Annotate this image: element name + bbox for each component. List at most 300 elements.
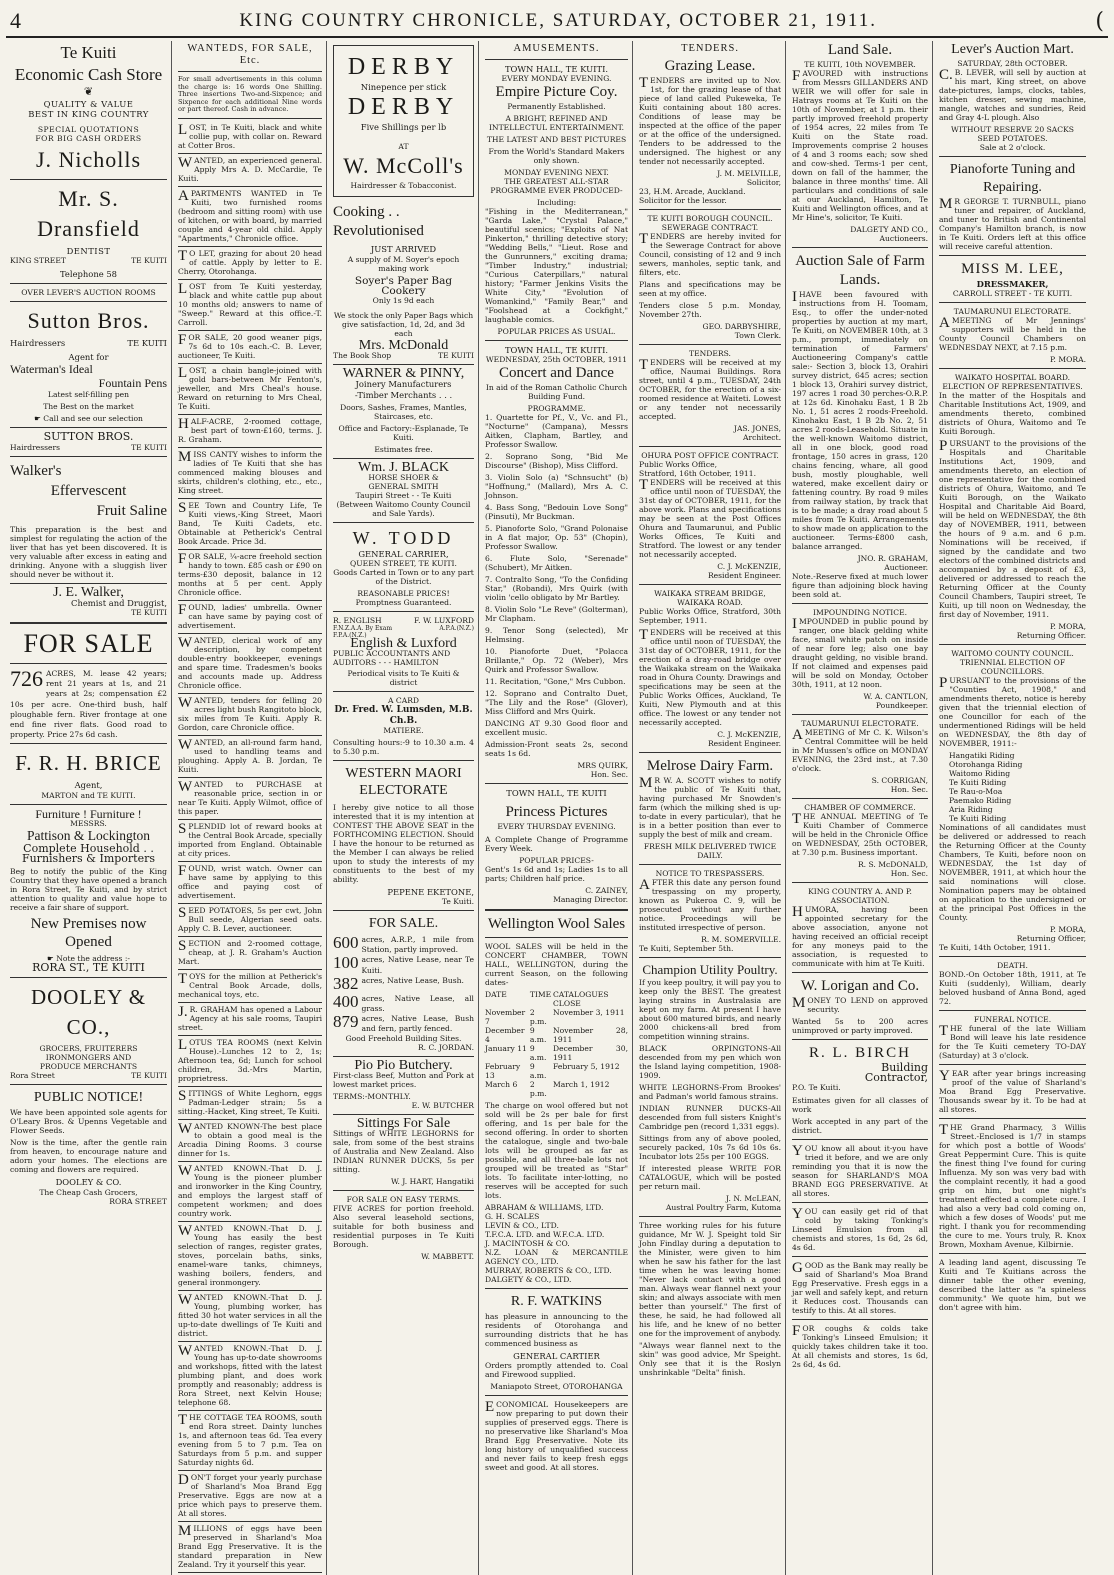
ornament-icon: ❦ — [83, 85, 94, 98]
death-text: BOND.-On October 18th, 1911, at Te Kuiti (suddenly), William, dearly beloved husband of Anna Bond, aged 72. — [939, 970, 1086, 1007]
land-sale: Land Sale. — [827, 42, 893, 58]
mckenzie: C. J. McKENZIE, — [717, 562, 781, 571]
pepene: PEPENE EKETONE, — [387, 886, 474, 897]
sewerage-text: TENDERS are hereby invited for the Sewerage Contract for above Council, consisting of 12 and 9 inch sewers, manholes, septic tank, and filters, etc. — [639, 231, 781, 277]
table-cell: March 6 — [485, 1079, 518, 1089]
derby-brand: DERBY — [347, 94, 460, 121]
soyer: Soyer's Paper Bag Cookery — [354, 274, 453, 297]
orpingtons: BLACK ORPINGTONS-All descended from my pen which won the Island laying competition, 1908-1909. — [639, 1044, 781, 1080]
stratford-date: Stratford, 16th October, 1911. — [639, 469, 757, 478]
fountain-pens: Fountain Pens — [98, 376, 167, 391]
smith: GENERAL SMITH — [368, 482, 439, 492]
classified-ad: THE COTTAGE TEA ROOMS, south end Rora street. Dainty lunches 1s, and afternoon teas 6d. Tea every evening from 5 to 7 p.m. Tea on Saturdays from 5 p.m. and supper Saturday nights 6d. — [178, 1411, 322, 1467]
easy-terms: FOR SALE ON EASY TERMS. — [346, 1195, 461, 1205]
consulting: Consulting hours:-9 to 10.30 a.m. 4 to 5.30 p.m. — [333, 737, 474, 756]
funeral: FUNERAL NOTICE. — [973, 1015, 1052, 1025]
leghorns: WHITE LEGHORNS-From Brookes' and Padman's world famous strains. — [639, 1083, 781, 1101]
riding: Waitomo Riding — [949, 769, 1011, 779]
lever-text: C.B. LEVER, will sell by auction at his mart, King street, on above date-pictures, lamps, clocks, tables, kitchen dresser, sewing machine, mangle, watches and sundries, Reid and Gray 4-L plough. Also — [939, 67, 1086, 122]
table-row — [485, 1080, 628, 1098]
firm-name: MURRAY, ROBERTS & CO., LTD. — [485, 1265, 612, 1275]
land-lot — [333, 954, 474, 974]
brice-name: F. R. H. BRICE — [15, 751, 162, 776]
runner: INDIAN RUNNER DUCKS-All descended from full sisters Knight's Cambridge pen (record 1,331 eggs). — [639, 1104, 781, 1131]
tenders2: TENDERS. — [689, 349, 731, 358]
tres-text: AFTER this date any person found trespassing on my property, known as Pukeroa C. 9, will be prosecuted without any further notice. Proceedings will be instituted irrespective of person. — [639, 877, 781, 932]
lorigan: W. Lorigan and Co. — [800, 978, 920, 994]
lot-number: 100 — [333, 953, 359, 973]
corrigan: S. CORRIGAN, — [871, 776, 928, 785]
pattison-text: Beg to notify the public of the King Country that they have opened a branch in Rora Street, Te Kuiti, and by strict attention to quality and value hope to receive a fair share of support. — [10, 867, 167, 913]
plans: Plans and specifications may be seen at my office. — [639, 280, 781, 298]
table-row — [485, 1062, 628, 1080]
lever-mart: Lever's Auction Mart. — [951, 42, 1074, 57]
walker-name: J. E. Walker, — [53, 584, 124, 600]
hairdressers-label: Hairdressers — [10, 442, 61, 452]
goods: Goods Carted in Town or to any part of the District. — [333, 568, 474, 587]
chamber-text: THE ANNUAL MEETING of Te Kuiti Chamber of Commerce will be held in the Chronicle Office on WEDNESDAY, 25th OCTOBER, at 7.30 p.m. Business important. — [792, 811, 928, 857]
te-kuiti: TE KUITI — [131, 255, 167, 265]
including: Including: — [536, 198, 577, 208]
impound-text: IMPOUNDED in public pound by ranger, one black gelding white face, small white patch on inside of near fore leg; also one bay draught gelding, no visible brand. If not claimed and expenses paid will be sold on Monday, October 30th, 1911, at 12 noon. — [792, 616, 928, 689]
wool-text2: The charge on wool offered but not sold will be 2s per bale for first offering, and 1s per bale for the second offering. In order to shorten the catalogue, single and two-bale lots will be grouped as far as possible, and all three-bale lots not grouped will be treated as "Star" lots. To facilitate inter-lotting, no reserves will be accepted for such lots. — [485, 1100, 628, 1200]
king-street: KING STREET — [10, 255, 66, 265]
popular-prices: POPULAR PRICES- — [519, 855, 594, 865]
prompt: Promptness Guaranteed. — [355, 598, 452, 608]
classified-ad: SPLENDID lot of reward books at the Central Book Arcade, specially imported from England. Obtainable at city prices. — [178, 820, 322, 858]
carrier: GENERAL CARRIER, — [358, 549, 449, 560]
walker-place: TE KUITI — [131, 608, 167, 618]
estimates: Estimates given for all classes of work — [792, 1096, 928, 1115]
riding: Te Kuiti Riding — [949, 778, 1007, 788]
melrose: Melrose Dairy Farm. — [646, 758, 774, 774]
classified-ad: WANTED KNOWN.-That D. J. Young is the pioneer plumber and ironworker in the King Country, and employs the largest staff of competent workmen; and does country work. — [178, 1162, 322, 1218]
po: P.O. Te Kuiti. — [792, 1083, 841, 1093]
column-1 — [6, 41, 172, 1575]
catalogue: If interested please WRITE FOR CATALOGUE, which will be posted per return mail. — [639, 1164, 781, 1191]
programme-item: 4. Bass Song, "Bedouin Love Song" (Pinsuti), Mr Buckman. — [485, 503, 628, 522]
nicholls-name: J. Nicholls — [35, 146, 142, 172]
table-row — [485, 1026, 628, 1044]
programme-item: 12. Soprano and Contralto Duet, "The Lily and the Rose" (Glover), Miss Clifford and Mrs Quirk. — [485, 689, 628, 717]
ohura-text: TENDERS will be received at this office until noon of TUESDAY, the 31st day of OCTOBER, 1911, for the above work. Plans and specifications may be seen at the Post Offices Ohura and Taumarunui, and Public Works Offices, Te Kuiti and Stratford. The lowest or any tender not necessarily accepted. — [639, 477, 781, 559]
classified-ad: HALF-ACRE, 2-roomed cottage, best part of town-£160, terms. J. R. Graham. — [178, 415, 322, 444]
store-tag: FOR BIG CASH ORDERS — [35, 133, 142, 143]
complete-change: A Complete Change of Programme Every Week. — [485, 834, 628, 853]
table-cell: February 5, 1912 — [553, 1061, 620, 1071]
for-coughs: FOR coughs & colds take Tonking's Linseed Emulsion; it quickly takes children take it too. At all chemists and stores, 1s 6d, 2s 6d, 4s 6d. — [792, 1323, 928, 1370]
western-text: I hereby give notice to all those interested that it is my intention at CONTEST THE ABOVE SEAT in the FORTHCOMING ELECTION. Should I have the honour to be returned as the Member I can always be relied upon to study the interests of my constituents to the best of my ability. — [333, 802, 474, 884]
note: Note.-Reserve fixed at much lower figure than adjoining block having been sold at. — [792, 572, 928, 599]
five-shillings: Five Shillings per lb — [360, 122, 447, 133]
classified-ad: SITTINGS of White Leghorn, eggs Padman-Ledger strain; 5s a sitting.-Hacket, King street, Te Kuiti. — [178, 1087, 322, 1116]
complete-household: Complete Household . . — [23, 841, 154, 855]
programme-item: 2. Soprano Song, "Bid Me Discourse" (Bishop), Miss Clifford. — [485, 452, 628, 471]
jones: JAS. JONES, — [733, 424, 781, 433]
auctioneers: Auctioneers. — [879, 234, 928, 243]
store-name: Te Kuiti — [60, 43, 117, 62]
pn-text2: Now is the time, after the gentle rain from heaven, to encourage nature and adorn your homes. The elections are coming and flowers are required. — [10, 1138, 167, 1175]
classified-ad: WANTED, clerical work of any description, by competent double-entry bookkeeper, evenings and spare time. Tradesmen's books and accounts made up. Address Chronicle office. — [178, 634, 322, 690]
classified-ad: J.R. GRAHAM has opened a Labour Agency at his sale rooms, Taupiri street. — [178, 1003, 322, 1032]
classified-ad: FOR SALE, ¼-acre freehold section handy to town. £85 cash or £90 on terms-£30 deposit, balance in 12 months at 5 per cent. Apply Chronicle office. — [178, 550, 322, 597]
butcher: E. W. BUTCHER — [411, 1100, 474, 1110]
te-kuiti-date: TE KUITI, 10th NOVEMBER. — [804, 60, 916, 69]
page-number: 4 — [10, 8, 21, 33]
western-maori: WESTERN MAORI — [345, 765, 462, 781]
firm-name: G. H. SCALES — [485, 1211, 540, 1221]
mcdonald: R. S. McDONALD, — [857, 860, 928, 869]
table-cell: 2 p.m. — [529, 1079, 547, 1098]
economical: ECONOMICAL Housekeepers are now preparing to put down their supplies of preserved eggs. There is no preservative like Sharland's Moa Brand Egg Preservative. Note its long history of unqualified success and never fails to keep fresh eggs sweet and good. At all stores. — [485, 1398, 628, 1472]
programme-item: 5. Pianoforte Solo, "Grand Polonaise in A flat major, Op. 53" (Chopin), Professor Swallow. — [485, 524, 628, 552]
estimates: Estimates free. — [374, 444, 433, 454]
grocers: GROCERS, FRUITERERS — [39, 1044, 138, 1054]
taum-electorate: TAUMARUNUI ELECTORATE. — [953, 307, 1072, 317]
doors: Doors, Sashes, Frames, Mantles, Staircases, etc. — [340, 402, 467, 421]
lot-number: 382 — [333, 973, 359, 993]
programme-item: 6. Flute Solo, "Serenade" (Schubert), Mr Aitken. — [485, 554, 628, 573]
store-tag: QUALITY & VALUE — [43, 99, 134, 110]
classified-ad: MISS CANTY wishes to inform the ladies of Te Kuiti that she has commenced making blouses and skirts, children's clothing, etc., etc., King street. — [178, 448, 322, 495]
pattison-name: Pattison & Lockington — [27, 827, 150, 843]
town-clerk: Town Clerk. — [734, 331, 781, 340]
cheap-cash: The Cheap Cash Grocers, — [39, 1187, 138, 1197]
saturday: SATURDAY, 28th OCTOBER. — [957, 59, 1068, 68]
building: Building — [881, 1061, 928, 1074]
store-tag: BEST IN KING COUNTRY — [28, 109, 149, 120]
classified-ad: LOST, a chain bangle-joined with gold bars-between Mr Fenton's, jeweller, and Mrs Cheal's house. Reward on returning to Mrs Cheal, Te Kuiti. — [178, 364, 322, 411]
ironmongers: IRONMONGERS AND — [45, 1053, 132, 1063]
repairing: Repairing. — [983, 180, 1042, 195]
acres-number: 726 — [10, 666, 43, 692]
classified-ad: WANTED, tenders for felling 20 acres light bush Rangitoto block, six miles from Te Kuiti. Apply R. Gordon, care Chronicle office. — [178, 694, 322, 732]
table-cell: November 3, 1911 — [553, 1007, 625, 1017]
land-lot — [333, 934, 474, 954]
jordan: R. C. JORDAN. — [417, 1042, 474, 1052]
telephone: Telephone 58 — [60, 268, 117, 279]
column-5 — [635, 41, 786, 1575]
darbyshire: GEO. DARBYSHIRE, — [702, 322, 781, 331]
triennial: TRIENNIAL ELECTION OF COUNCILLORS. — [959, 658, 1066, 677]
classified-ad: WANTED KNOWN.-That D. J. Young has easily the best selection of ranges, register grates, stoves, porcelain baths, sinks, enamel-ware tanks, chimneys, washing boilers, fenders, and general ironmongery. — [178, 1222, 322, 1287]
impound: IMPOUNDING NOTICE. — [812, 608, 908, 617]
te-kuiti: TE KUITI — [131, 442, 167, 452]
produce: PRODUCE MERCHANTS — [39, 1062, 138, 1072]
borough-council: TE KUITI BOROUGH COUNCIL. — [647, 214, 773, 223]
orders: Orders promptly attended to. Coal and Firewood supplied. — [485, 1360, 628, 1379]
column-7 — [935, 41, 1090, 1575]
cooking: Cooking . . — [333, 204, 400, 221]
without-reserve: WITHOUT RESERVE 20 SACKS SEED POTATOES. — [951, 125, 1074, 143]
classified-ad: WANTED to PURCHASE at reasonable price, section in or near Te Kuiti. Apply Wilmot, office of this paper. — [178, 778, 322, 816]
every-thursday: EVERY THURSDAY EVENING. — [497, 821, 616, 831]
programme-item: 3. Violin Solo (a) "Schnsucht" (b) "Hoffnung," (Mallard), Mrs A. C. Johnson. — [485, 473, 628, 501]
princess-pictures: Princess Pictures — [505, 803, 608, 820]
wellington-wool: Wellington Wool Sales — [487, 915, 626, 932]
pn-text: We have been appointed sole agents for O'Leary Bros. & Upenns Vegetable and Flower Seeds. — [10, 1108, 167, 1136]
fpa: F.P.A.(N.Z.) — [333, 632, 367, 640]
riding: Paemako Riding — [949, 796, 1012, 806]
mora: P. MORA, — [1049, 622, 1086, 632]
sutton-name: Sutton Bros. — [27, 308, 150, 334]
queen-street: QUEEN STREET, TE KUITI. — [350, 559, 457, 569]
money: MONEY TO LEND on approved security. — [792, 995, 928, 1014]
programme-item: 11. Recitation, "Gone," Mrs Cubbon. — [485, 677, 626, 687]
classified-ad: LOTUS TEA ROOMS (next Kelvin House).-Lunches 12 to 2, 1s; Afternoon tea, 6d; Lunch for school children, 3d.-Mrs Martin, proprietress. — [178, 1036, 322, 1083]
sale-at: Sale at 2 o'clock. — [979, 143, 1046, 152]
programme-item: 9. Tenor Song (selected), Mr Helmsing. — [485, 626, 628, 645]
wanteds-header: WANTEDS, FOR SALE, Etc. — [187, 43, 313, 66]
luxford-deg: A.P.A.(N.Z.) — [439, 625, 474, 633]
pointing-hand-icon: ☛ — [47, 954, 57, 964]
table-row — [485, 1044, 628, 1062]
dooley-name: DOOLEY & CO., — [30, 985, 147, 1040]
hon-sec: Hon. Sec. — [890, 869, 928, 878]
english-luxford: English & Luxford — [350, 636, 457, 652]
pointing-hand-icon: ☛ — [34, 414, 44, 424]
mccoll-role: Hairdresser & Tobacconist. — [350, 181, 457, 191]
table-cell: 2 p.m. — [529, 1007, 547, 1026]
auction-sale: Auction Sale of Farm — [795, 253, 925, 269]
graham-role: Auctioneer. — [884, 563, 928, 572]
firm-name: LEVIN & CO., LTD. — [485, 1220, 559, 1230]
classified-ad: DON'T forget your yearly purchase of Sharland's Moa Brand Egg Preservative. Eggs are now at a price which pays to preserve them. At all stores. — [178, 1471, 322, 1518]
auditors: AUDITORS - - - HAMILTON — [333, 658, 439, 668]
dooley2: DOOLEY & CO. — [55, 1177, 122, 1188]
english-name: R. ENGLISH — [333, 616, 382, 626]
meeting-text: AMEETING of Mr C. K. Wilson's Central Committee will be held in Mr Mussen's office on MONDAY EVENING, the 23rd inst., at 7.30 o'clock. — [792, 727, 928, 773]
melville: J. M. MELVILLE, — [717, 169, 781, 178]
land-text: FAVOURED with instructions from Messrs GILLANDERS AND WEIR we will offer for sale in Hatrays rooms at Te Kuiti on the 10th of November, at 1 p.m. their partly improved freehold property of 1954 acres, 22 miles from Te Kuiti on the State road. Improvements comprise 2 houses of 4 and 3 rooms each; sow shed and cow-shed. Terms-1 per cent, down on fall of the hammer, the balance in three months' time. All particulars and conditions of sale at our Auckland, Hamilton, Te Kuiti and Wellington offices, and at Mr Hine's, solicitor, Te Kuiti. — [792, 68, 928, 222]
waikaka: WAIKAKA STREAM BRIDGE, WAIKAKA ROAD. — [654, 589, 766, 607]
public-notice: PUBLIC NOTICE! — [33, 1090, 144, 1106]
classified-ad: WANTED KNOWN.-That D. J. Young, plumbing worker, has fitted 30 hot water services in all the up-to-date dwellings of Te Kuiti and district. — [178, 1291, 322, 1338]
office-factory: Office and Factory:-Esplanade, Te Kuiti. — [338, 423, 469, 442]
classified-ad: MILLIONS of eggs have been preserved in Sharland's Moa Brand Egg Preservative. It is the standard preparation in New Zealand. Try it yourself this year. — [178, 1522, 322, 1569]
table-cell: December 30, 1911 — [553, 1043, 628, 1062]
mora: P. MORA. — [1049, 355, 1086, 365]
rates-text: For small advertisements in this column the charge is: 16 words One Shilling. Three insertions Two-and-Sixpence; and Sixpence for each additional Nine words or part thereof. Cash in advance. — [178, 75, 322, 114]
hem: 23, H.M. Arcade, Auckland. — [639, 187, 746, 196]
store-title: Economic Cash Store — [14, 65, 163, 84]
luxford-name: F. W. LUXFORD — [414, 616, 474, 626]
monday-next: MONDAY EVENING NEXT. — [504, 168, 609, 178]
masthead — [6, 6, 1108, 38]
returning: Returning Officer, — [1016, 934, 1086, 944]
classified-ad: FOUND, ladies' umbrella. Owner can have same by paying cost of advertisement. — [178, 601, 322, 630]
walker-role: Chemist and Druggist, — [71, 597, 167, 608]
call-selection: Call and see our selection — [43, 414, 143, 424]
nominations: Nominations of all candidates must be delivered or addressed to reach the Returning Officer at the County Chambers, Te Kuiti, before noon on WEDNESDAY, the 1st day of NOVEMBER, 1911, at which hour the said nominations will close. Nomination papers may be obtained on application to the undersigned or at the principal Post Offices in the County. — [939, 823, 1086, 923]
hart: W. J. HART, Hangatiki — [391, 1177, 474, 1187]
column-6 — [788, 41, 933, 1575]
dancing: DANCING AT 9.30 Good floor and excellent music. — [485, 719, 628, 738]
election: ELECTION OF REPRESENTATIVES. — [942, 382, 1083, 392]
classified-ad: FOR SALE, 20 good weaner pigs, 7s 6d to 10s each.-C. B. Lever, auctioneer, Te Kuiti. — [178, 331, 322, 360]
mclean: J. N. McLEAN, — [726, 1194, 781, 1203]
mora: P. MORA, — [1049, 925, 1086, 935]
classified-ad: SEED POTATOES, 5s per cwt, John Bull seede, Algerian seed oats. Apply C. B. Lever, auctioneer. — [178, 904, 322, 933]
quirk: MRS QUIRK, — [577, 761, 628, 771]
classified-ad: WANTED KNOWN-The best place to obtain a good meal is the Arcadia Dining Rooms. 3 course dinner for 1s. — [178, 1120, 322, 1158]
melrose-text: MR W. A. SCOTT wishes to notify the public of Te Kuiti that, having purchased Mr Snowden's farm (which the milking shed is up-to-date in every particular), that he is in a better position than ever to supply the best of milk and cream. — [639, 775, 781, 839]
kcap-text: HUMORA, having been appointed secretary for the above association, anyone not having received an official receipt for any moneys paid to the association, is requested to communicate with him at Te Kuiti. — [792, 904, 928, 968]
greatest: THE GREATEST ALL-STAR PROGRAMME EVER PRODUCED- — [490, 177, 623, 196]
stock: We stock the only Paper Bags which give satisfaction, 1d, 2d, and 3d each — [333, 311, 474, 339]
table-cell: February 13 — [485, 1061, 521, 1080]
hon-sec: Hon. Sec. — [890, 785, 928, 794]
rora-street: Rora Street — [10, 1071, 55, 1081]
admission: Admission-Front seats 2s, second seats 1s 6d. — [485, 740, 628, 759]
just-arrived: JUST ARRIVED — [370, 244, 437, 255]
programme-item: 8. Violin Solo "Le Reve" (Golterman), Mr Clapham. — [485, 605, 628, 624]
you-can: YOU can easily get rid of that cold by taking Tonking's Linseed Emulsion from all chemists and stores, 1s 6d, 2s 6d, 4s 6d. — [792, 1206, 928, 1253]
todd-name: W. TODD — [352, 528, 455, 549]
three-rules: Three working rules for his future guidance, Mr W. J. Speight told Sir John Findlay during a deputation to the Minister, were given to him when he saw his father for the last time when he was leaving home: "Never lack contact with a good man. Always wear flannel next your skin; and always associate with men better than yourself." The first of these, he said, he had followed all his life, and he knew of no better one for the improvement of anybody. — [639, 1221, 781, 1338]
dentist-label: DENTIST — [66, 245, 111, 256]
table-cell: November 7 — [485, 1007, 526, 1026]
waikato: WAIKATO HOSPITAL BOARD. — [954, 373, 1071, 383]
aid: In aid of the Roman Catholic Church Building Fund. — [485, 383, 628, 402]
latest: THE LATEST AND BEST PICTURES — [486, 135, 627, 145]
popular-prices: POPULAR PRICES AS USUAL. — [497, 327, 616, 337]
riding: Te Rau-o-Moa — [949, 787, 1003, 797]
table-row — [485, 1008, 628, 1026]
riding: Otorohanga Riding — [949, 760, 1023, 770]
table-cell: November 28, 1911 — [553, 1025, 628, 1044]
land-lot — [333, 1013, 474, 1033]
general-cartier: GENERAL CARTIER — [513, 1350, 600, 1361]
supply: A supply of M. Soyer's epoch making work — [347, 254, 460, 273]
fresh-milk: FRESH MILK DELIVERED TWICE DAILY. — [643, 842, 777, 860]
te-kuiti: TE KUITI — [438, 351, 474, 361]
revolutionised: Revolutionised — [333, 223, 424, 240]
concert-dance: Concert and Dance — [499, 365, 614, 382]
tenders-header: TENDERS. — [681, 43, 739, 54]
ridings — [939, 751, 1086, 823]
table-cell: 9 a.m. — [529, 1061, 547, 1080]
sittings-text: Sittings of WHITE LEGHORNS for sale, from some of the best strains of Australia and New Zealand. Also INDIAN RUNNER DUCKS, 5s per sitting. — [333, 1129, 474, 1175]
new-premises: New Premises now — [30, 916, 147, 933]
firm-name: N.Z. LOAN & MERCANTILE AGENCY CO., LTD. — [485, 1247, 628, 1266]
store-tag: SPECIAL QUOTATIONS — [37, 124, 140, 134]
sittings: Sittings from any of above pooled, securely packed, 10s 7s 6d 10s 6s. Incubator lots 25s per 100 EGGS. — [639, 1134, 781, 1161]
town-hall: TOWN HALL, TE KUITI. — [504, 345, 609, 356]
lot-number: 400 — [333, 991, 359, 1011]
tk-oct: Te Kuiti, 14th October, 1911. — [939, 943, 1051, 953]
columns — [6, 41, 1108, 1569]
classified-ad: LOST, in Te Kuiti, black and white collie pup, with collar on. Reward at Cotter Bros. — [178, 121, 322, 150]
classified-ad: WANTED, an all-round farm hand, used to handling teams and ploughing. Apply A. B. Jordan, Te Kuiti. — [178, 736, 322, 774]
classified-ads — [178, 123, 322, 1573]
perm: Permanently Established. — [507, 102, 606, 112]
watkins-text: has pleasure in announcing to the residents of Otorohanga and surrounding districts that he has commenced business as — [485, 1311, 628, 1348]
agent-for: Agent for — [68, 352, 109, 363]
walkers-line3: Fruit Saline — [96, 502, 167, 519]
returning: Returning Officer. — [1016, 631, 1086, 641]
corner-mark: ( — [1095, 8, 1104, 34]
death: DEATH. — [997, 961, 1028, 971]
programme-item: 7. Contralto Song, "To the Confiding Star," (Robandi), Mrs Quirk (with violin 'cello obligato by Mr Bartley. — [485, 575, 628, 603]
grand-pharmacy: THE Grand Pharmacy, 3 Willis Street.-Enclosed is 1/7 in stamps for which post a bottle of Woods' Great Peppermint Cure. This is quite the finest thing I've found for curing Influenza. My son was very bad with the complaint recently, it had a good grip on him, but one night's treatment effected a complete cure. I had also a very bad cold coming on, which a few doses of Woods' put me right. I thank you for recommending the cure to me. Yours truly, R. Knox Brown, Moxham Avenue, Kilbirnie. — [939, 1122, 1086, 1250]
column-4 — [481, 41, 633, 1575]
pursuant: PURSUANT to the provisions of the Hospitals and Charitable Institutions Act, 1909, and amendments thereto, an election of one representative for the combined districts of Ohura, Waitomo, and Te Kuiti Borough, on the Waikato Hospital and Charitable Aid Board, will be held on WEDNESDAY, the 8th day of NOVEMBER, 1911, between the hours of 9 a.m. and 6 p.m. Nominations will be received, if signed by the candidate and two electors of the combined districts and accompanied by a deposit of £3, delivered or addressed to reach the Returning Officer at the County Council Chambers, Taupiri street, Te Kuiti, up till noon on Wednesday, the first day of November, 1911. — [939, 438, 1086, 620]
poundkeeper: Poundkeeper. — [875, 701, 928, 710]
classified-ad: APARTMENTS WANTED in Te Kuiti, two furnished rooms (bedroom and sitting room) with use of kitchen, or with board, by married couple and 4-year old child. Apply "Apartments," Chronicle office. — [178, 187, 322, 243]
dalgety: DALGETY AND CO., — [850, 225, 928, 234]
walkers-text: This preparation is the best and simplest for regulating the action of the liver that has yet been discovered. It is very valuable after excess in eating and drinking. Anyone with a sluggish liver should never be without it. — [10, 524, 167, 579]
classified-ad: WANTED KNOWN.-That D. J. Young has up-to-date showrooms and workshops, fitted with the latest plumbing plant, and does work promptly and reasonably; address is Rora Street, next Kelvin House; telephone 68. — [178, 1342, 322, 1407]
counties: PURSUANT to the provisions of the "Counties Act, 1908," and amendments thereto, notice is hereby given that the triennial election of one Councillor for each of the undermentioned Ridings will be held on WEDNESDAY, the 8th day of NOVEMBER, 1911:- — [939, 675, 1086, 749]
sutton-caps: SUTTON BROS. — [43, 430, 134, 444]
lot-text: acres, Native Lease, Bush and fern, partly fenced. — [361, 1014, 474, 1034]
messrs: MESSRS. — [70, 818, 107, 828]
only: Only 1s 9d each — [372, 296, 435, 306]
table-cell: 9 a.m. — [529, 1025, 547, 1044]
programme-text: "Fishing in the Mediterranean," "Garda Lake," "Crystal Palace," beautiful scenics; "Exploits of Nat Pinkerton," thrilling detective story; "Wedding Bells," "Lieut. Rose and the Gunrunners," exciting drama; "Timber Industry," industrial; "Curious Caterpillars," natural history; "Farmer Jenkins Visits the White City," "Evolution of Womankind," "Family Bear," and "Foolshead at a Cockfight," laughable comics. — [485, 207, 628, 325]
first-class: First-class Beef, Mutton and Pork at lowest market prices. — [333, 1070, 474, 1089]
piopio: Pio Pio Butchery. — [354, 1057, 453, 1073]
column-3 — [329, 41, 479, 1575]
at-label: AT — [398, 142, 409, 152]
latest-pen: Latest self-filling pen — [47, 390, 130, 400]
landlord: A leading land agent, discussing Te Kuiti and Te Kuitians across the dinner table the other evening, described the latter as "a spineless community." We quote him, but we don't agree with him. — [939, 1258, 1086, 1313]
champion-text: If you keep poultry, it will pay you to keep only the BEST. The greatest laying strains in Australasia are kept on my farm. At present I have about 600 matured birds, and nearly 2000 chickens-all bred from competition winning strains. — [639, 978, 781, 1041]
firm-name: J. MACINTOSH & CO. — [485, 1238, 570, 1248]
furniture: Furniture ! Furniture ! — [35, 806, 142, 821]
always: "Always wear flannel next to the skin" was good advice, Mr Speight. Only see that it is the Roslyn unshrinkable "Delta" finish. — [639, 1341, 781, 1377]
dressmaker: DRESSMAKER, — [976, 279, 1049, 289]
pw2: Public Works Office, Stratford, 30th September, 1911. — [639, 607, 781, 625]
gents: Gent's 1s 6d and 1s; Ladies 1s to all parts; Children half price. — [485, 864, 628, 883]
reasonable: REASONABLE PRICES! — [357, 589, 450, 599]
carroll-street: CARROLL STREET - TE KUITI. — [952, 289, 1073, 299]
table-cell: January 11 — [485, 1043, 527, 1053]
jennings: AMEETING of Mr Jennings' supporters will be held in the County Council Chambers on WEDNESDAY NEXT, at 7.15 p.m. — [939, 315, 1086, 353]
amusements-header: AMUSEMENTS. — [513, 43, 600, 54]
ninepence: Ninepence per stick — [360, 82, 447, 92]
best-market: The Best on the market — [43, 402, 134, 412]
contractor: Contractor, — [864, 1071, 928, 1085]
good-bank: GOOD as the Bank may really be said of Sharland's Moa Brand Egg Preservative. Fresh eggs in a jar well and safely kept, and return it Reduces cost. Thousands can testify to this. At all stores. — [792, 1260, 928, 1316]
tk-sept: Te Kuiti, September 5th. — [639, 944, 734, 953]
auction-text: IHAVE been favoured with instructions from H. Toomam, Esq., to offer the under-noted properties by auction at my mart, Te Kuiti, on NOVEMBER 10th, at 3 p.m., prompt, immediately on termination of Farmers' Auctioneering Company's cattle sale:- Section 3, block 13, Orahiri survey district, 645 acres; section 1 block 13, Orahiri survey district, 197 acres 1 road 30 perches-O.R.P. at 12s 6d. Kinohaku East, 1 B 2b No. 1, 51 acres 2 roods-Freehold. Kinohaku East, 1 B 2b No. 2, 51 acres 2 roods-Leasehold. Situate in the well-known Waitomo district, all in one block, good road frontage, 150 acres in grass, 120 chains fencing, whare, all good bush, mostly ploughable, well watered, make excellent dairy or fattening country. By road 9 miles from railway station, by track that is to be made; a dray road about 5 miles from Te Kuiti. Arrangements to show made on application to the auctioneer. Terms-£800 cash, balance arranged. — [792, 289, 928, 551]
for-sale-heading: FOR SALE — [23, 629, 154, 659]
land-lots — [333, 934, 474, 1034]
brice-agent: Agent, — [74, 780, 103, 791]
wool-firms — [485, 1203, 628, 1284]
pepene-place: Te Kuiti. — [441, 897, 474, 907]
table-cell: December 4 — [485, 1025, 525, 1044]
wool-sales-table — [485, 990, 628, 1098]
mcdonald: Mrs. McDonald — [358, 338, 449, 354]
dransfield-name: Mr. S. Dransfield — [37, 185, 140, 241]
matiere: MATIERE. — [383, 725, 424, 735]
town-hall: TOWN HALL, TE KUITI — [506, 788, 607, 799]
lot-text: acres, A.R.P., 1 mile from Station, partly improved. — [361, 935, 474, 955]
managing: Managing Director. — [553, 894, 628, 904]
lot-text: acres, Native Lease, near Te Kuiti. — [361, 955, 474, 975]
sewerage: SEWERAGE CONTRACT. — [661, 223, 759, 232]
table-cell: March 1, 1912 — [553, 1079, 610, 1089]
brice-place: MARTON and TE KUITI. — [41, 790, 136, 800]
kcap: KING COUNTRY A. AND P. ASSOCIATION. — [808, 887, 912, 905]
firm-name: ABRAHAM & WILLIAMS, LTD. — [485, 1202, 604, 1212]
grazing-text: TENDERS are invited up to Nov. 1st, for the grazing lease of that piece of land called Pukeweka, Te Kuiti containing about 180 acres. Conditions of lease may be inspected at the office of the paper or at the office of the undersigned. Tenders to be addressed to the undersigned. The highest or any tender not necessarily accepted. — [639, 75, 781, 166]
waterman: Waterman's Ideal — [10, 362, 93, 377]
programme: PROGRAMME. — [527, 404, 586, 414]
